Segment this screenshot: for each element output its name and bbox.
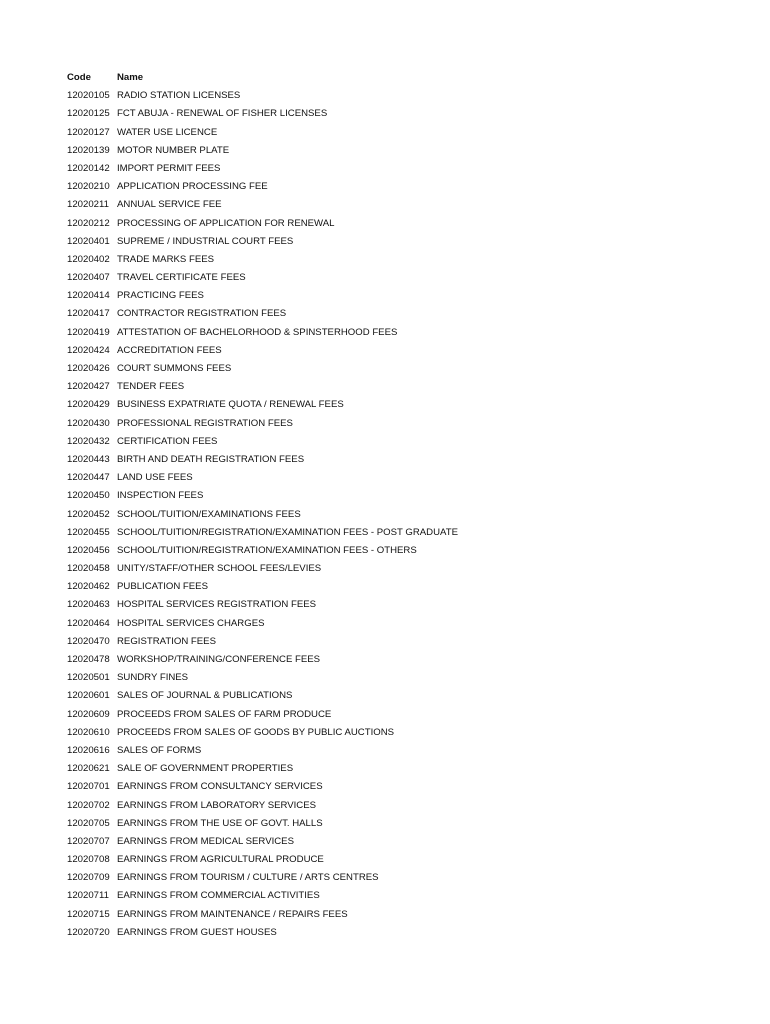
table-row [67,869,747,887]
row-name: SALE OF GOVERNMENT PROPERTIES [117,763,294,775]
row-name: EARNINGS FROM COMMERCIAL ACTIVITIES [117,890,320,902]
row-code: 12020419 [67,326,110,338]
row-code: 12020414 [67,290,110,302]
row-name: SCHOOL/TUITION/REGISTRATION/EXAMINATION FEES - POST GRADUATE [117,526,458,538]
row-code: 12020210 [67,181,110,193]
table-row [67,669,747,687]
table-row [67,378,747,396]
row-code: 12020610 [67,726,110,738]
row-name: WATER USE LICENCE [117,126,218,138]
table-row [67,724,747,742]
table-row [67,469,747,487]
table-row [67,742,747,760]
table-row [67,287,747,305]
table-row [67,269,747,287]
table-row [67,524,747,542]
row-code: 12020458 [67,563,110,575]
row-code: 12020424 [67,344,110,356]
table-row [67,124,747,142]
row-name: ATTESTATION OF BACHELORHOOD & SPINSTERHOOD FEES [117,326,398,338]
row-code: 12020621 [67,763,110,775]
row-name: SCHOOL/TUITION/EXAMINATIONS FEES [117,508,301,520]
row-name: EARNINGS FROM GUEST HOUSES [117,926,277,938]
row-name: TRAVEL CERTIFICATE FEES [117,272,246,284]
row-code: 12020701 [67,781,110,793]
row-code: 12020501 [67,672,110,684]
table-row [67,542,747,560]
table-row [67,215,747,233]
row-name: EARNINGS FROM AGRICULTURAL PRODUCE [117,854,324,866]
table-row [67,924,747,942]
table-row [67,633,747,651]
table-row [67,396,747,414]
row-code: 12020142 [67,162,110,174]
table-row [67,87,747,105]
row-name: EARNINGS FROM MAINTENANCE / REPAIRS FEES [117,908,348,920]
table-row [67,324,747,342]
row-name: SALES OF JOURNAL & PUBLICATIONS [117,690,293,702]
row-name: FCT ABUJA - RENEWAL OF FISHER LICENSES [117,108,328,120]
row-code: 12020462 [67,581,110,593]
row-code: 12020417 [67,308,110,320]
row-code: 12020702 [67,799,110,811]
row-code: 12020211 [67,199,109,211]
row-name: EARNINGS FROM CONSULTANCY SERVICES [117,781,323,793]
row-name: EARNINGS FROM TOURISM / CULTURE / ARTS CENTRES [117,872,379,884]
row-code: 12020426 [67,363,110,374]
table-row [67,596,747,614]
row-name: SALES OF FORMS [117,744,202,756]
row-name: ACCREDITATION FEES [117,344,222,356]
code-column-header: Code [67,72,91,83]
table-row [67,433,747,451]
table-header-row [67,69,747,87]
table-row [67,233,747,251]
row-code: 12020427 [67,381,110,393]
row-code: 12020455 [67,526,110,538]
row-name: EARNINGS FROM MEDICAL SERVICES [117,835,294,847]
table-row [67,906,747,924]
table-row [67,560,747,578]
revenue-code-table [67,69,747,942]
row-code: 12020432 [67,435,110,447]
row-name: PROFESSIONAL REGISTRATION FEES [117,417,293,429]
row-name: PUBLICATION FEES [117,581,208,593]
row-name: PROCEEDS FROM SALES OF GOODS BY PUBLIC AUCTIONS [117,726,395,738]
row-code: 12020450 [67,490,110,502]
row-code: 12020470 [67,635,110,647]
row-name: BIRTH AND DEATH REGISTRATION FEES [117,453,305,465]
row-name: RADIO STATION LICENSES [117,90,241,102]
table-row [67,615,747,633]
table-row [67,196,747,214]
row-code: 12020125 [67,108,110,120]
row-code: 12020402 [67,253,110,265]
row-code: 12020708 [67,854,110,866]
table-row [67,160,747,178]
row-code: 12020447 [67,472,110,484]
name-column-header: Name [117,72,144,83]
table-row [67,506,747,524]
row-code: 12020429 [67,399,110,411]
table-row [67,451,747,469]
row-name: ANNUAL SERVICE FEE [117,199,222,211]
row-code: 12020212 [67,217,110,229]
table-row [67,305,747,323]
table-row [67,833,747,851]
row-code: 12020401 [67,235,110,247]
row-name: INSPECTION FEES [117,490,204,502]
row-name: EARNINGS FROM LABORATORY SERVICES [117,799,317,811]
row-code: 12020705 [67,817,110,829]
table-row [67,142,747,160]
row-name: HOSPITAL SERVICES CHARGES [117,617,265,629]
table-row [67,851,747,869]
row-name: SCHOOL/TUITION/REGISTRATION/EXAMINATION FEES - OTHERS [117,544,417,556]
table-row [67,706,747,724]
row-name: WORKSHOP/TRAINING/CONFERENCE FEES [117,654,321,665]
row-name: BUSINESS EXPATRIATE QUOTA / RENEWAL FEES [117,399,344,411]
row-name: EARNINGS FROM THE USE OF GOVT. HALLS [117,817,323,829]
table-row [67,760,747,778]
row-code: 12020609 [67,708,110,720]
row-code: 12020709 [67,872,110,884]
table-row [67,815,747,833]
row-code: 12020707 [67,835,110,847]
row-name: UNITY/STAFF/OTHER SCHOOL FEES/LEVIES [117,563,322,575]
row-name: IMPORT PERMIT FEES [117,162,221,174]
table-row [67,360,747,378]
table-row [67,797,747,815]
table-row [67,887,747,905]
row-name: COURT SUMMONS FEES [117,363,232,374]
table-row [67,651,747,669]
row-name: REGISTRATION FEES [117,635,216,647]
row-name: PROCESSING OF APPLICATION FOR RENEWAL [117,217,335,229]
row-code: 12020127 [67,126,110,138]
row-name: CERTIFICATION FEES [117,435,218,447]
row-code: 12020407 [67,272,110,284]
row-name: SUNDRY FINES [117,672,189,684]
row-name: APPLICATION PROCESSING FEE [117,181,268,193]
row-code: 12020616 [67,744,110,756]
row-code: 12020139 [67,144,110,156]
row-code: 12020715 [67,908,110,920]
table-body [67,87,747,942]
row-code: 12020464 [67,617,110,629]
row-code: 12020452 [67,508,110,520]
row-name: HOSPITAL SERVICES REGISTRATION FEES [117,599,317,611]
row-code: 12020601 [67,690,110,702]
table-row [67,578,747,596]
row-code: 12020463 [67,599,110,611]
row-code: 12020478 [67,654,110,665]
row-name: TRADE MARKS FEES [117,253,215,265]
table-row [67,778,747,796]
row-name: PROCEEDS FROM SALES OF FARM PRODUCE [117,708,332,720]
row-code: 12020456 [67,544,110,556]
row-name: LAND USE FEES [117,472,193,484]
row-code: 12020430 [67,417,110,429]
table-row [67,487,747,505]
row-code: 12020443 [67,453,110,465]
table-row [67,415,747,433]
row-name: PRACTICING FEES [117,290,204,302]
row-name: CONTRACTOR REGISTRATION FEES [117,308,287,320]
table-row [67,105,747,123]
row-name: MOTOR NUMBER PLATE [117,144,230,156]
row-code: 12020720 [67,926,110,938]
table-row [67,342,747,360]
table-row [67,251,747,269]
row-name: TENDER FEES [117,381,185,393]
row-code: 12020711 [67,890,109,902]
table-row [67,687,747,705]
row-name: SUPREME / INDUSTRIAL COURT FEES [117,235,294,247]
row-code: 12020105 [67,90,110,102]
table-row [67,178,747,196]
